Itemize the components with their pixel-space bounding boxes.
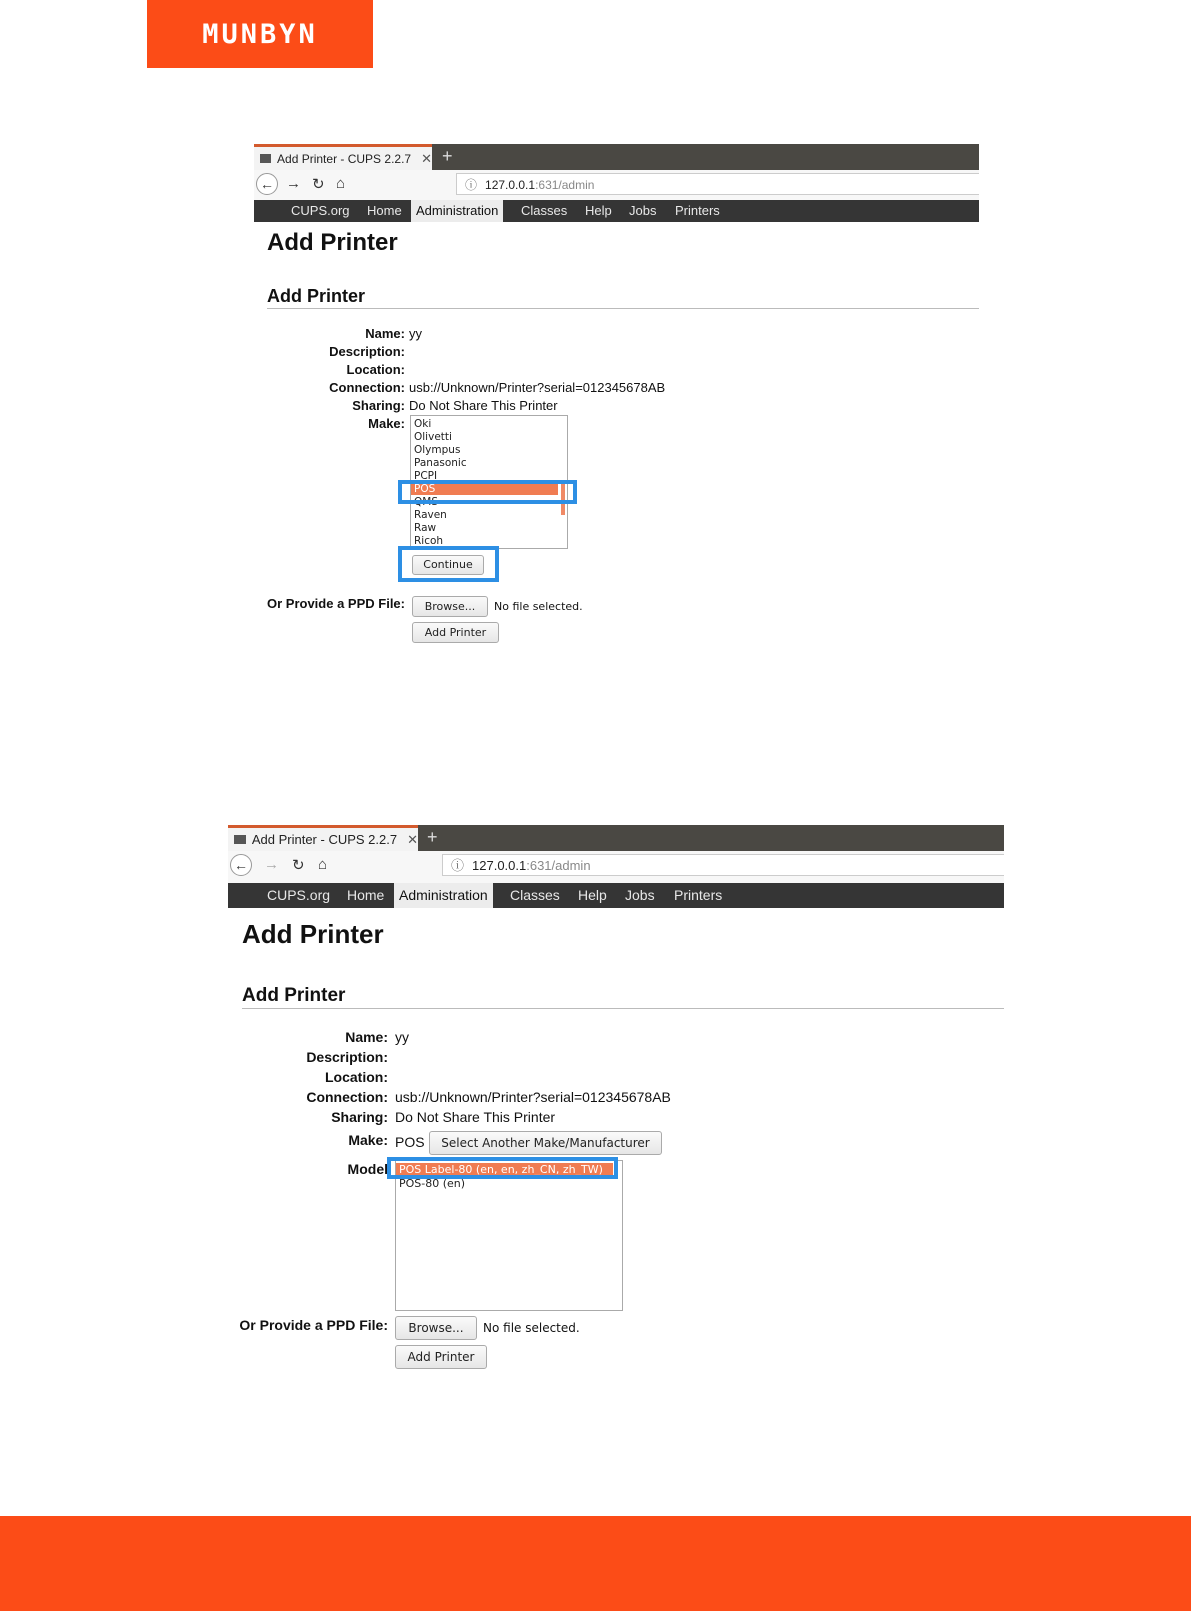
connection-label: Connection: xyxy=(329,380,405,395)
logo-text: MUNBYN xyxy=(202,18,318,50)
forward-arrow-icon[interactable]: → xyxy=(286,175,301,192)
model-listbox[interactable] xyxy=(395,1160,623,1311)
nav-printers[interactable]: Printers xyxy=(674,887,723,903)
footer-bar xyxy=(0,1516,1191,1611)
screenshot-step-1 xyxy=(254,144,979,644)
url-bar[interactable] xyxy=(442,854,1004,876)
pos-highlight-box xyxy=(398,480,577,504)
close-tab-icon[interactable]: ✕ xyxy=(407,831,418,847)
make-option[interactable]: QMS xyxy=(414,496,438,508)
nav-classes[interactable]: Classes xyxy=(510,887,560,903)
reload-icon[interactable]: ↻ xyxy=(312,176,325,193)
make-option[interactable]: Raw xyxy=(414,522,437,534)
munbyn-logo xyxy=(147,0,373,68)
sharing-value: Do Not Share This Printer xyxy=(395,1109,556,1125)
no-file-selected-text: No file selected. xyxy=(494,600,583,613)
browser-tab[interactable] xyxy=(228,825,418,851)
reload-icon[interactable]: ↻ xyxy=(292,857,305,874)
nav-home[interactable]: Home xyxy=(367,203,402,218)
connection-value: usb://Unknown/Printer?serial=012345678AB xyxy=(395,1089,671,1105)
nav-administration[interactable]: Administration xyxy=(394,883,493,908)
page-title: Add Printer xyxy=(242,919,384,949)
nav-help[interactable]: Help xyxy=(578,887,607,903)
model-highlight-box xyxy=(387,1157,618,1179)
make-label: Make: xyxy=(368,416,405,431)
browser-nav-bar xyxy=(254,170,979,201)
make-option[interactable]: Olivetti xyxy=(414,431,452,443)
info-icon: ⓘ xyxy=(465,178,478,192)
nav-cups-org[interactable]: CUPS.org xyxy=(267,887,331,903)
forward-arrow-icon[interactable]: → xyxy=(264,856,279,873)
select-another-make-button[interactable]: Select Another Make/Manufacturer xyxy=(429,1131,662,1155)
model-option[interactable]: POS-80 (en) xyxy=(399,1177,466,1190)
back-arrow-icon[interactable]: ← xyxy=(230,854,252,876)
continue-button[interactable]: Continue xyxy=(412,555,484,575)
make-option[interactable]: PCPI xyxy=(414,470,438,482)
no-file-selected-text: No file selected. xyxy=(483,1321,580,1335)
make-value: POS xyxy=(395,1134,425,1150)
model-option-selected[interactable]: POS Label-80 (en, en, zh_CN, zh_TW) xyxy=(396,1163,613,1176)
nav-jobs[interactable]: Jobs xyxy=(625,887,655,903)
ppd-file-label: Or Provide a PPD File: xyxy=(267,596,405,611)
nav-jobs[interactable]: Jobs xyxy=(629,203,657,218)
nav-administration[interactable]: Administration xyxy=(411,200,503,222)
section-title: Add Printer xyxy=(242,985,346,1006)
cups-favicon-icon xyxy=(234,835,246,844)
sharing-value: Do Not Share This Printer xyxy=(409,398,558,413)
tab-title: Add Printer - CUPS 2.2.7 xyxy=(251,832,398,847)
name-value: yy xyxy=(409,326,422,341)
tab-title: Add Printer - CUPS 2.2.7 xyxy=(277,151,412,166)
info-icon: ⓘ xyxy=(451,858,465,873)
page-title: Add Printer xyxy=(267,229,398,256)
section-divider xyxy=(267,308,979,309)
make-option[interactable]: Oki xyxy=(414,418,432,430)
make-option[interactable]: Raven xyxy=(414,509,447,521)
cups-nav-bar xyxy=(254,200,979,222)
nav-printers[interactable]: Printers xyxy=(675,203,720,218)
home-icon[interactable]: ⌂ xyxy=(336,175,346,192)
nav-cups-org[interactable]: CUPS.org xyxy=(291,203,350,218)
sharing-label: Sharing: xyxy=(352,398,405,413)
nav-classes[interactable]: Classes xyxy=(521,203,568,218)
add-printer-button[interactable]: Add Printer xyxy=(412,622,499,643)
browser-tab-bar xyxy=(254,144,979,170)
screenshot-step-2 xyxy=(228,825,1004,1370)
url-host: 127.0.0.1 xyxy=(472,858,527,873)
url-bar[interactable] xyxy=(456,173,979,195)
location-label: Location: xyxy=(325,1069,388,1085)
description-label: Description: xyxy=(306,1049,388,1065)
new-tab-icon[interactable]: + xyxy=(442,146,453,166)
url-path: :631/admin xyxy=(535,178,595,192)
location-label: Location: xyxy=(346,362,405,377)
connection-label: Connection: xyxy=(306,1089,388,1105)
section-title: Add Printer xyxy=(267,286,366,306)
browse-button[interactable]: Browse... xyxy=(412,596,488,617)
make-label: Make: xyxy=(348,1132,388,1148)
make-option[interactable]: Olympus xyxy=(414,444,461,456)
nav-help[interactable]: Help xyxy=(585,203,612,218)
section-divider xyxy=(242,1008,1004,1009)
name-label: Name: xyxy=(345,1029,388,1045)
make-option[interactable]: Ricoh xyxy=(414,535,444,547)
browser-nav-bar xyxy=(228,851,1004,884)
home-icon[interactable]: ⌂ xyxy=(318,856,328,873)
ppd-file-label: Or Provide a PPD File: xyxy=(239,1317,388,1333)
cups-favicon-icon xyxy=(260,154,271,163)
browse-button[interactable]: Browse... xyxy=(395,1316,477,1340)
cups-nav-bar xyxy=(228,883,1004,908)
close-tab-icon[interactable]: ✕ xyxy=(421,150,432,166)
add-printer-button[interactable]: Add Printer xyxy=(395,1345,487,1369)
name-value: yy xyxy=(395,1029,409,1045)
url-path: :631/admin xyxy=(526,858,591,873)
continue-highlight-box xyxy=(398,546,499,582)
name-label: Name: xyxy=(365,326,405,341)
browser-tab-bar xyxy=(228,825,1004,851)
make-option-selected[interactable]: POS xyxy=(411,483,558,495)
back-arrow-icon[interactable]: ← xyxy=(256,173,278,195)
sharing-label: Sharing: xyxy=(331,1109,388,1125)
nav-home[interactable]: Home xyxy=(347,887,385,903)
new-tab-icon[interactable]: + xyxy=(427,827,438,847)
browser-tab[interactable] xyxy=(254,144,432,170)
url-host: 127.0.0.1 xyxy=(485,178,536,192)
model-label: Model xyxy=(347,1161,388,1177)
description-label: Description: xyxy=(329,344,405,359)
connection-value: usb://Unknown/Printer?serial=012345678AB xyxy=(409,380,666,395)
make-option[interactable]: Panasonic xyxy=(414,457,467,469)
